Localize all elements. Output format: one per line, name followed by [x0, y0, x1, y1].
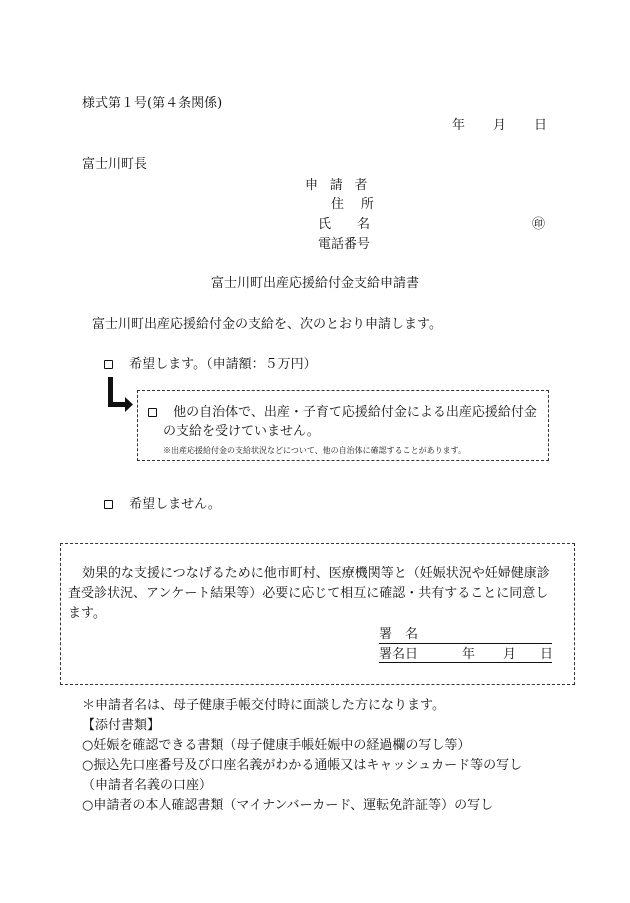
- option-no-checkbox[interactable]: [104, 500, 113, 509]
- consent-line1: 効果的な支援につなげるために他市町村、医療機関等と（妊娠状況や妊婦健康診: [82, 566, 550, 581]
- seal-mark: ㊞: [532, 217, 546, 232]
- form-title: 富士川町出産応援給付金支給申請書: [211, 276, 420, 291]
- option-yes-label: 希望します。（申請額：５万円）: [129, 357, 317, 372]
- signature-date-year: 年: [462, 647, 476, 662]
- applicant-heading: 申請者: [305, 178, 380, 193]
- option-no-label: 希望しません。: [129, 497, 221, 512]
- name-label: 氏名: [318, 217, 397, 232]
- option-yes-checkbox[interactable]: [104, 360, 113, 369]
- date-month-label: 月: [493, 118, 507, 133]
- attachment-item: ○振込先口座番号及び口座名義がわかる通帳又はキャッシュカード等の写し: [82, 758, 523, 773]
- phone-label: 電話番号: [318, 237, 371, 252]
- confirm-checkbox[interactable]: [148, 408, 157, 417]
- intro-text: 富士川町出産応援給付金の支給を、次のとおり申請します。: [92, 317, 442, 332]
- confirm-option[interactable]: [148, 405, 537, 421]
- date-day-label: 日: [534, 118, 548, 133]
- applicant-note: ＊申請者名は、母子健康手帳交付時に面談した方になります。: [82, 698, 445, 713]
- attachment-item: ○申請者の本人確認書類（マイナンバーカード、運転免許証等）の写し: [82, 798, 494, 813]
- signature-field[interactable]: [379, 627, 552, 644]
- confirm-note: ※出産応援給付金の支給状況などについて、他の自治体に確認することがあります。: [163, 446, 467, 455]
- signature-date-label: 署名日: [379, 647, 419, 662]
- signature-label: 署 名: [379, 627, 419, 642]
- confirm-line1: 他の自治体で、出産・子育て応援給付金による出産応援給付金: [173, 405, 537, 420]
- address-label: 住所: [331, 197, 391, 212]
- signature-date-month: 月: [503, 647, 517, 662]
- confirm-line2: の支給を受けていません。: [163, 424, 320, 439]
- option-yes[interactable]: [104, 357, 317, 373]
- arrow-down-right-icon: [105, 377, 135, 417]
- option-no[interactable]: [104, 497, 221, 513]
- date-year-label: 年: [452, 118, 466, 133]
- consent-line2: 査受診状況、アンケート結果等）必要に応じて相互に確認・共有することに同意し: [68, 586, 549, 601]
- attachment-item-sub: （申請者名義の口座）: [82, 778, 213, 793]
- signature-date-day: 日: [540, 647, 554, 662]
- consent-line3: ます。: [68, 606, 106, 621]
- signature-date-field[interactable]: [379, 647, 552, 668]
- attachments-heading: 【添付書類】: [82, 718, 161, 733]
- form-number: 様式第１号(第４条関係): [82, 96, 223, 111]
- addressee: 富士川町長: [82, 157, 148, 172]
- attachment-item: ○妊娠を確認できる書類（母子健康手帳妊娠中の経過欄の写し等）: [82, 738, 471, 753]
